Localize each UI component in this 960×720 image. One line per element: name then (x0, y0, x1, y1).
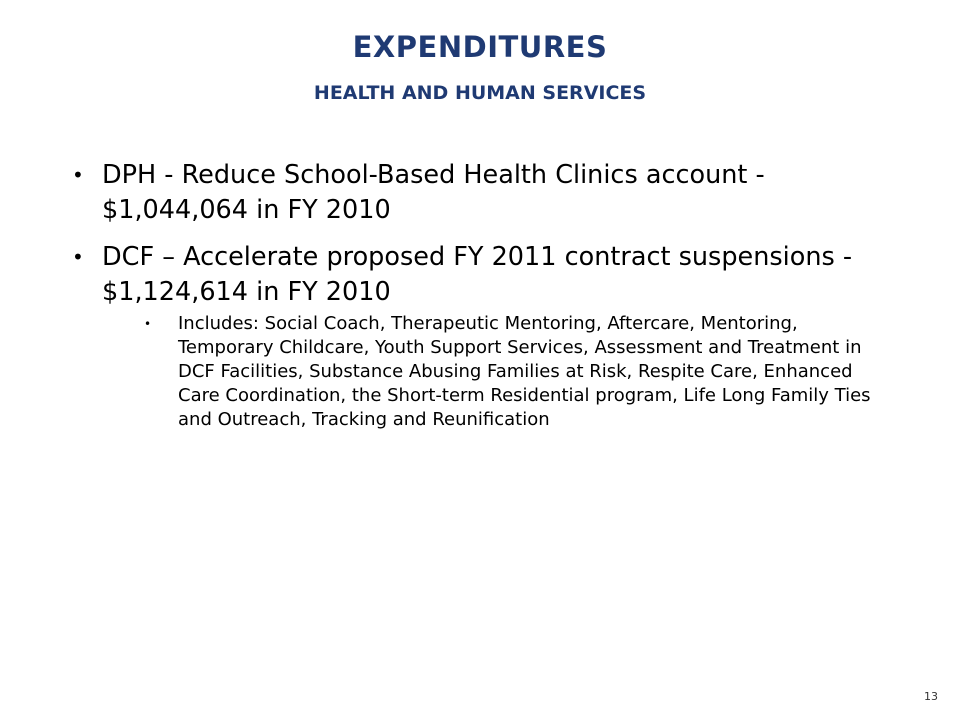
page-number: 13 (924, 690, 938, 703)
bullet-list (72, 158, 902, 444)
bullet-text: DPH - Reduce School-Based Health Clinics account - $1,044,064 in FY 2010 (102, 160, 765, 225)
bullet-dot-icon: • (72, 163, 84, 187)
bullet-item (72, 158, 902, 228)
sub-bullet-text: Includes: Social Coach, Therapeutic Mentoring, Aftercare, Mentoring, Temporary Childcare, Youth Support Services, Assessment and Treatment in DCF Facilities, Substance Abusing Families at Risk, Respite Care, Enhanced Care Coordination, the Short-term Residential program, Life Long Family Ties and Outreach, Tracking and Reunification (178, 313, 871, 430)
slide-title: EXPENDITURES (352, 30, 608, 64)
bullet-item (72, 240, 902, 432)
sub-bullet-dot-icon: • (144, 317, 152, 331)
bullet-text: DCF – Accelerate proposed FY 2011 contract suspensions - $1,124,614 in FY 2010 (102, 242, 853, 307)
bullet-dot-icon: • (72, 245, 84, 269)
slide-subtitle: HEALTH AND HUMAN SERVICES (313, 82, 647, 104)
sub-bullet-item (142, 312, 878, 432)
